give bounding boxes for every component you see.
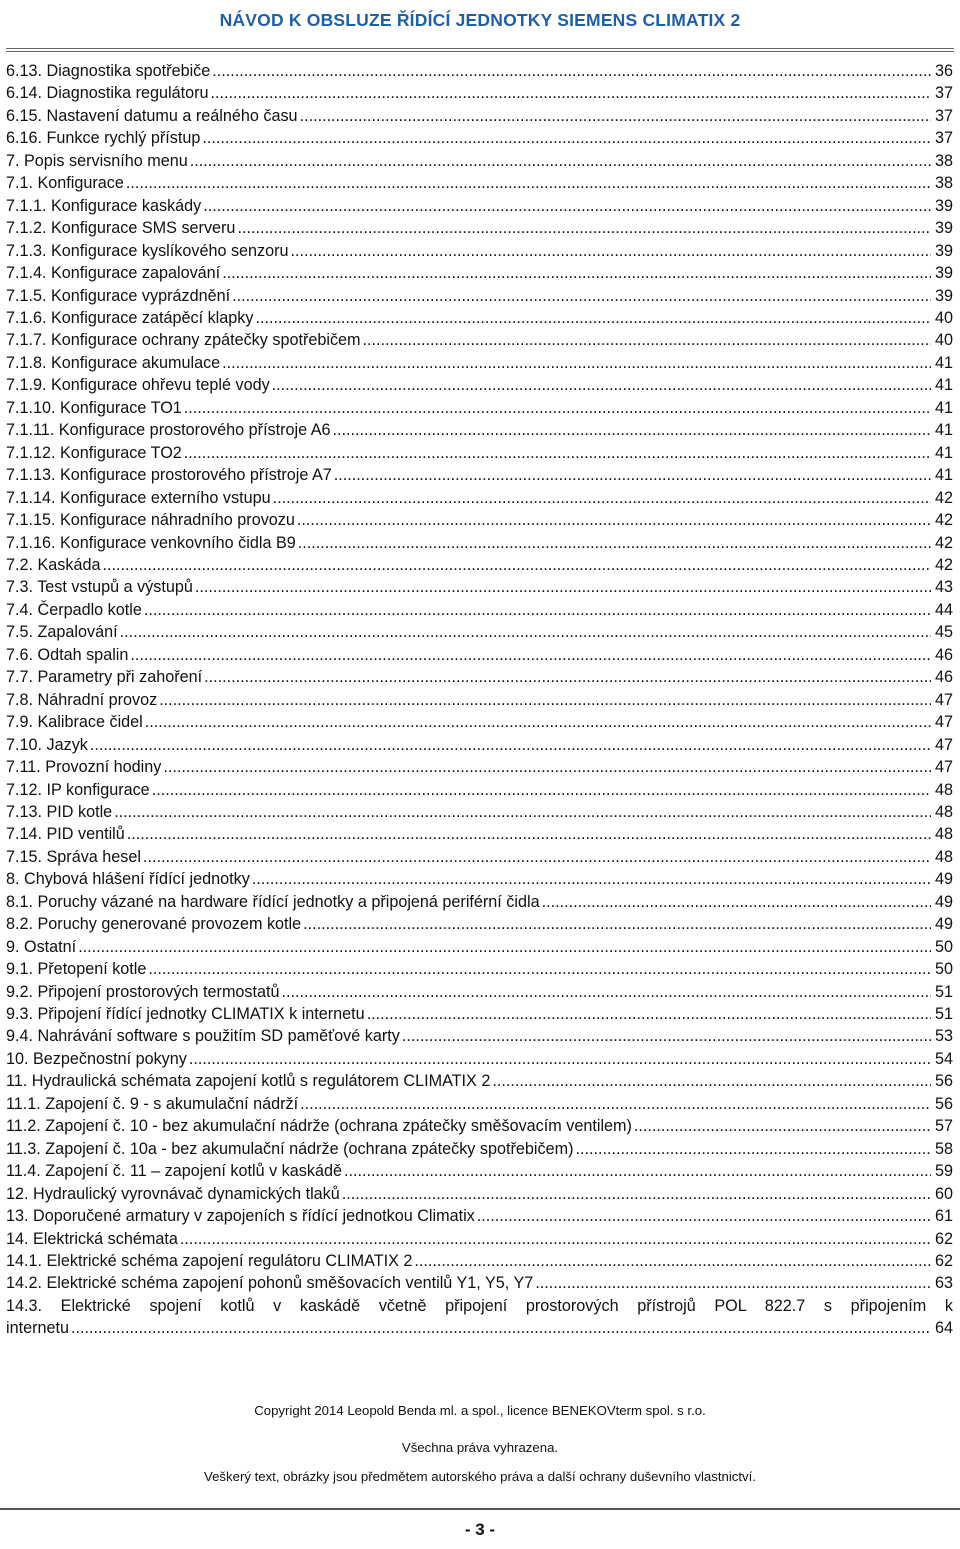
toc-entry[interactable] — [6, 576, 953, 598]
toc-entry[interactable] — [6, 936, 953, 958]
toc-entry-title: 7.1.8. Konfigurace akumulace — [6, 353, 221, 372]
toc-entry-title-line1: 14.3. Elektrické spojení kotlů v kaskádě včetně připojení prostorových přístrojů POL 822.7 s připojením k — [6, 1296, 953, 1315]
toc-entry[interactable] — [6, 532, 953, 554]
toc-entry-title: 7.13. PID kotle — [6, 802, 113, 821]
toc-entry-title: 7.1.1. Konfigurace kaskády — [6, 196, 202, 215]
toc-entry-page: 51 — [934, 982, 953, 1001]
toc-dot-leader — [291, 240, 931, 262]
toc-entry-title: 7.1.14. Konfigurace externího vstupu — [6, 488, 271, 507]
toc-entry-title: 7.1.10. Konfigurace TO1 — [6, 398, 182, 417]
toc-entry-title: 7.1.5. Konfigurace vyprázdnění — [6, 286, 231, 305]
toc-entry-title: 7.8. Náhradní provoz — [6, 690, 158, 709]
toc-entry[interactable] — [6, 734, 953, 756]
toc-entry-page: 49 — [934, 892, 953, 911]
toc-dot-leader — [477, 1205, 931, 1227]
toc-entry[interactable] — [6, 262, 953, 284]
toc-dot-leader — [204, 666, 931, 688]
toc-dot-leader — [126, 172, 931, 194]
toc-entry-page: 53 — [934, 1027, 953, 1046]
toc-entry-page: 41 — [934, 421, 953, 440]
toc-dot-leader — [148, 958, 931, 980]
toc-entry-title: 6.14. Diagnostika regulátoru — [6, 84, 209, 103]
toc-dot-leader — [210, 82, 931, 104]
toc-dot-leader — [303, 913, 931, 935]
toc-dot-leader — [252, 868, 931, 890]
toc-entry-page: 48 — [934, 847, 953, 866]
toc-entry-page: 40 — [934, 331, 953, 350]
toc-entry-title: 6.16. Funkce rychlý přístup — [6, 129, 201, 148]
toc-entry[interactable] — [6, 487, 953, 509]
toc-dot-leader — [143, 846, 931, 868]
toc-entry-page: 56 — [934, 1072, 953, 1091]
toc-entry-title: 7.1.4. Konfigurace zapalování — [6, 264, 221, 283]
toc-entry-title: 6.15. Nastavení datumu a reálného času — [6, 106, 298, 125]
toc-entry-page: 46 — [934, 645, 953, 664]
toc-dot-leader — [180, 1228, 931, 1250]
toc-entry-page: 62 — [934, 1229, 953, 1248]
toc-entry-title: 11.4. Zapojení č. 11 – zapojení kotlů v kaskádě — [6, 1162, 342, 1181]
toc-entry[interactable] — [6, 419, 953, 441]
toc-entry-title: 8.2. Poruchy generované provozem kotle — [6, 915, 302, 934]
toc-entry[interactable] — [6, 913, 953, 935]
toc-entry-page: 50 — [934, 937, 953, 956]
toc-entry-title: 7.3. Test vstupů a výstupů — [6, 578, 193, 597]
toc-entry-title: 11.2. Zapojení č. 10 - bez akumulační nádrže (ochrana zpátečky směšovacím ventilem) — [6, 1117, 632, 1136]
toc-entry-page: 48 — [934, 825, 953, 844]
toc-dot-leader — [273, 487, 931, 509]
toc-entry-title-line2: internetu — [6, 1319, 69, 1338]
toc-entry-title: 14. Elektrická schémata — [6, 1229, 178, 1248]
toc-dot-leader — [195, 576, 931, 598]
toc-entry-page: 39 — [934, 241, 953, 260]
toc-entry[interactable] — [6, 1250, 953, 1272]
toc-dot-leader — [184, 442, 931, 464]
toc-dot-leader — [367, 1003, 931, 1025]
toc-entry[interactable] — [6, 621, 953, 643]
toc-dot-leader — [163, 756, 931, 778]
toc-entry-title: 7.2. Kaskáda — [6, 555, 101, 574]
toc-entry-title: 7. Popis servisního menu — [6, 151, 188, 170]
toc-dot-leader — [300, 105, 931, 127]
toc-dot-leader — [127, 823, 931, 845]
table-of-contents — [6, 60, 953, 1340]
toc-dot-leader — [190, 150, 931, 172]
toc-entry[interactable] — [6, 1272, 953, 1294]
toc-entry-title: 7.1. Konfigurace — [6, 174, 124, 193]
toc-entry-title: 7.1.15. Konfigurace náhradního provozu — [6, 511, 295, 530]
toc-entry-title: 9. Ostatní — [6, 937, 77, 956]
toc-entry-page: 43 — [934, 578, 953, 597]
toc-entry-title: 7.1.2. Konfigurace SMS serveru — [6, 219, 236, 238]
toc-dot-leader — [342, 1183, 931, 1205]
toc-entry-title: 8.1. Poruchy vázané na hardware řídící jednotky a připojená periférní čidla — [6, 892, 540, 911]
toc-entry-page: 40 — [934, 308, 953, 327]
page-number: - 3 - — [464, 1520, 496, 1539]
toc-entry[interactable] — [6, 756, 953, 778]
toc-entry-title: 7.1.6. Konfigurace zatápěcí klapky — [6, 308, 254, 327]
toc-dot-leader — [344, 1160, 931, 1182]
toc-dot-leader — [152, 779, 931, 801]
toc-dot-leader — [300, 1093, 931, 1115]
toc-entry-page: 48 — [934, 802, 953, 821]
toc-dot-leader — [334, 464, 931, 486]
toc-dot-leader — [222, 262, 931, 284]
toc-entry-title: 6.13. Diagnostika spotřebiče — [6, 62, 211, 80]
toc-entry[interactable] — [6, 127, 953, 149]
toc-dot-leader — [203, 195, 931, 217]
toc-entry-title: 10. Bezpečnostní pokyny — [6, 1049, 187, 1068]
toc-dot-leader — [232, 285, 931, 307]
toc-entry[interactable] — [6, 240, 953, 262]
toc-entry-title: 7.1.11. Konfigurace prostorového přístroje A6 — [6, 421, 331, 440]
toc-entry[interactable] — [6, 195, 953, 217]
toc-dot-leader — [542, 891, 931, 913]
toc-dot-leader — [492, 1070, 931, 1092]
toc-entry[interactable] — [6, 1115, 953, 1137]
toc-dot-leader — [159, 689, 931, 711]
toc-entry-page: 38 — [934, 151, 953, 170]
toc-entry-title: 11.1. Zapojení č. 9 - s akumulační nádrží — [6, 1094, 299, 1113]
toc-entry-page: 42 — [934, 511, 953, 530]
toc-entry[interactable] — [6, 105, 953, 127]
toc-entry-title: 7.9. Kalibrace čidel — [6, 713, 143, 732]
toc-entry-title: 7.12. IP konfigurace — [6, 780, 150, 799]
toc-entry-page: 44 — [934, 600, 953, 619]
toc-entry[interactable] — [6, 779, 953, 801]
toc-dot-leader — [333, 419, 931, 441]
toc-entry-page: 56 — [934, 1094, 953, 1113]
toc-entry[interactable] — [6, 1138, 953, 1160]
toc-dot-leader — [222, 352, 931, 374]
toc-entry[interactable] — [6, 217, 953, 239]
toc-entry-title: 11.3. Zapojení č. 10a - bez akumulační nádrže (ochrana zpátečky spotřebičem) — [6, 1139, 574, 1158]
toc-entry[interactable] — [6, 801, 953, 823]
toc-entry[interactable] — [6, 846, 953, 868]
toc-entry-page: 62 — [934, 1252, 953, 1271]
toc-entry[interactable] — [6, 868, 953, 890]
toc-entry[interactable] — [6, 464, 953, 486]
toc-entry[interactable] — [6, 689, 953, 711]
toc-entry-page: 47 — [934, 713, 953, 732]
toc-entry[interactable] — [6, 1160, 953, 1182]
footer-copyright: Copyright 2014 Leopold Benda ml. a spol., licence BENEKOVterm spol. s r.o. — [254, 1403, 706, 1418]
toc-entry[interactable] — [6, 1093, 953, 1115]
toc-entry-page: 58 — [934, 1139, 953, 1158]
toc-entry-title: 11. Hydraulická schémata zapojení kotlů s regulátorem CLIMATIX 2 — [6, 1072, 491, 1091]
toc-entry-page: 49 — [934, 870, 953, 889]
toc-dot-leader — [634, 1115, 931, 1137]
footer-notice: Veškerý text, obrázky jsou předmětem autorského práva a další ochrany duševního vlastnictví. — [204, 1469, 756, 1484]
toc-entry-page: 38 — [934, 174, 953, 193]
toc-entry-page: 42 — [934, 488, 953, 507]
toc-entry-title: 7.4. Čerpadlo kotle — [6, 600, 142, 619]
toc-entry-page: 47 — [934, 690, 953, 709]
toc-dot-leader — [237, 217, 931, 239]
toc-entry-page: 39 — [934, 264, 953, 283]
toc-entry[interactable] — [6, 599, 953, 621]
toc-entry-title: 9.1. Přetopení kotle — [6, 960, 147, 979]
toc-entry-page: 47 — [934, 758, 953, 777]
toc-entry-page: 51 — [934, 1005, 953, 1024]
toc-dot-leader — [282, 981, 931, 1003]
toc-dot-leader — [402, 1025, 931, 1047]
toc-entry-page: 41 — [934, 466, 953, 485]
toc-entry-title: 9.2. Připojení prostorových termostatů — [6, 982, 280, 1001]
toc-entry-page: 48 — [934, 780, 953, 799]
toc-entry-title: 7.1.12. Konfigurace TO2 — [6, 443, 182, 462]
toc-entry[interactable] — [6, 1070, 953, 1092]
toc-entry-page: 59 — [934, 1162, 953, 1181]
toc-entry[interactable] — [6, 352, 953, 374]
toc-entry[interactable] — [6, 1003, 953, 1025]
toc-entry[interactable] — [6, 891, 953, 913]
toc-dot-leader — [90, 734, 931, 756]
toc-entry-page: 57 — [934, 1117, 953, 1136]
toc-entry[interactable] — [6, 82, 953, 104]
toc-entry-page: 39 — [934, 286, 953, 305]
toc-entry[interactable] — [6, 172, 953, 194]
toc-dot-leader — [212, 60, 931, 82]
toc-entry-page: 63 — [934, 1274, 953, 1293]
toc-entry[interactable] — [6, 666, 953, 688]
toc-entry[interactable] — [6, 397, 953, 419]
header-rule-double — [6, 51, 954, 52]
toc-entry-page: 36 — [934, 62, 953, 80]
toc-entry[interactable] — [6, 1183, 953, 1205]
toc-entry[interactable] — [6, 554, 953, 576]
toc-dot-leader — [297, 509, 931, 531]
toc-dot-leader — [71, 1317, 931, 1339]
toc-entry[interactable] — [6, 285, 953, 307]
footer-rule — [0, 1508, 960, 1510]
toc-entry-title: 7.14. PID ventilů — [6, 825, 125, 844]
toc-entry[interactable] — [6, 958, 953, 980]
toc-dot-leader — [255, 307, 931, 329]
toc-entry[interactable] — [6, 823, 953, 845]
toc-entry[interactable] — [6, 644, 953, 666]
toc-dot-leader — [114, 801, 931, 823]
toc-entry-page: 37 — [934, 106, 953, 125]
toc-dot-leader — [414, 1250, 931, 1272]
toc-dot-leader — [535, 1272, 931, 1294]
toc-entry-page: 39 — [934, 196, 953, 215]
toc-dot-leader — [120, 621, 931, 643]
toc-entry-title: 8. Chybová hlášení řídící jednotky — [6, 870, 250, 889]
toc-entry-page: 42 — [934, 533, 953, 552]
toc-entry-title: 14.2. Elektrické schéma zapojení pohonů směšovacích ventilů Y1, Y5, Y7 — [6, 1274, 534, 1293]
toc-entry-page: 64 — [934, 1319, 953, 1338]
toc-entry-title: 9.3. Připojení řídící jednotky CLIMATIX k internetu — [6, 1005, 365, 1024]
toc-entry-page: 37 — [934, 84, 953, 103]
toc-entry[interactable] — [6, 307, 953, 329]
toc-entry-title: 7.1.7. Konfigurace ochrany zpátečky spotřebičem — [6, 331, 361, 350]
toc-dot-leader — [202, 127, 931, 149]
toc-entry-line2 — [6, 1317, 953, 1339]
toc-dot-leader — [189, 1048, 931, 1070]
toc-entry-page: 45 — [934, 623, 953, 642]
toc-entry[interactable] — [6, 329, 953, 351]
toc-entry[interactable] — [6, 150, 953, 172]
toc-entry-page: 41 — [934, 353, 953, 372]
toc-entry-title: 12. Hydraulický vyrovnávač dynamických tlaků — [6, 1184, 340, 1203]
toc-dot-leader — [78, 936, 931, 958]
toc-entry-title: 13. Doporučené armatury v zapojeních s řídící jednotkou Climatix — [6, 1207, 475, 1226]
toc-dot-leader — [575, 1138, 931, 1160]
toc-dot-leader — [272, 374, 931, 396]
toc-entry-title: 7.11. Provozní hodiny — [6, 758, 162, 777]
toc-dot-leader — [184, 397, 931, 419]
toc-entry-title: 7.6. Odtah spalin — [6, 645, 129, 664]
document-header: NÁVOD K OBSLUZE ŘÍDÍCÍ JEDNOTKY SIEMENS CLIMATIX 2 — [219, 10, 741, 30]
toc-entry[interactable] — [6, 1025, 953, 1047]
toc-entry-title: 14.1. Elektrické schéma zapojení regulátoru CLIMATIX 2 — [6, 1252, 413, 1271]
toc-entry-page: 47 — [934, 735, 953, 754]
toc-entry[interactable] — [6, 374, 953, 396]
toc-entry-title: 7.10. Jazyk — [6, 735, 88, 754]
toc-entry-page: 49 — [934, 915, 953, 934]
toc-entry-page: 46 — [934, 668, 953, 687]
toc-entry-title: 7.1.13. Konfigurace prostorového přístroje A7 — [6, 466, 332, 485]
toc-entry-page: 37 — [934, 129, 953, 148]
toc-entry-page: 60 — [934, 1184, 953, 1203]
toc-dot-leader — [145, 711, 931, 733]
toc-dot-leader — [298, 532, 931, 554]
toc-entry-title: 7.7. Parametry při zahoření — [6, 668, 203, 687]
toc-entry[interactable] — [6, 711, 953, 733]
toc-dot-leader — [144, 599, 931, 621]
toc-entry[interactable] — [6, 1228, 953, 1250]
toc-entry-title: 7.1.9. Konfigurace ohřevu teplé vody — [6, 376, 270, 395]
toc-entry[interactable] — [6, 60, 953, 82]
toc-dot-leader — [363, 329, 931, 351]
toc-entry-page: 42 — [934, 555, 953, 574]
toc-entry-page: 41 — [934, 376, 953, 395]
toc-entry-title: 7.15. Správa hesel — [6, 847, 141, 866]
toc-entry-title: 9.4. Nahrávání software s použitím SD paměťové karty — [6, 1027, 400, 1046]
toc-entry-title: 7.1.3. Konfigurace kyslíkového senzoru — [6, 241, 289, 260]
toc-entry-page: 61 — [934, 1207, 953, 1226]
toc-entry-title: 7.5. Zapalování — [6, 623, 118, 642]
toc-entry[interactable] — [6, 442, 953, 464]
toc-entry-wrapped[interactable] — [6, 1295, 953, 1340]
toc-entry-page: 41 — [934, 443, 953, 462]
footer-rights: Všechna práva vyhrazena. — [401, 1440, 559, 1455]
toc-entry[interactable] — [6, 981, 953, 1003]
toc-entry-page: 39 — [934, 219, 953, 238]
toc-dot-leader — [103, 554, 932, 576]
toc-dot-leader — [130, 644, 931, 666]
toc-entry-title: 7.1.16. Konfigurace venkovního čidla B9 — [6, 533, 296, 552]
toc-entry-page: 41 — [934, 398, 953, 417]
header-rule — [6, 48, 954, 49]
toc-entry-page: 50 — [934, 960, 953, 979]
toc-entry[interactable] — [6, 1048, 953, 1070]
toc-entry[interactable] — [6, 509, 953, 531]
toc-entry-page: 54 — [934, 1049, 953, 1068]
toc-entry[interactable] — [6, 1205, 953, 1227]
